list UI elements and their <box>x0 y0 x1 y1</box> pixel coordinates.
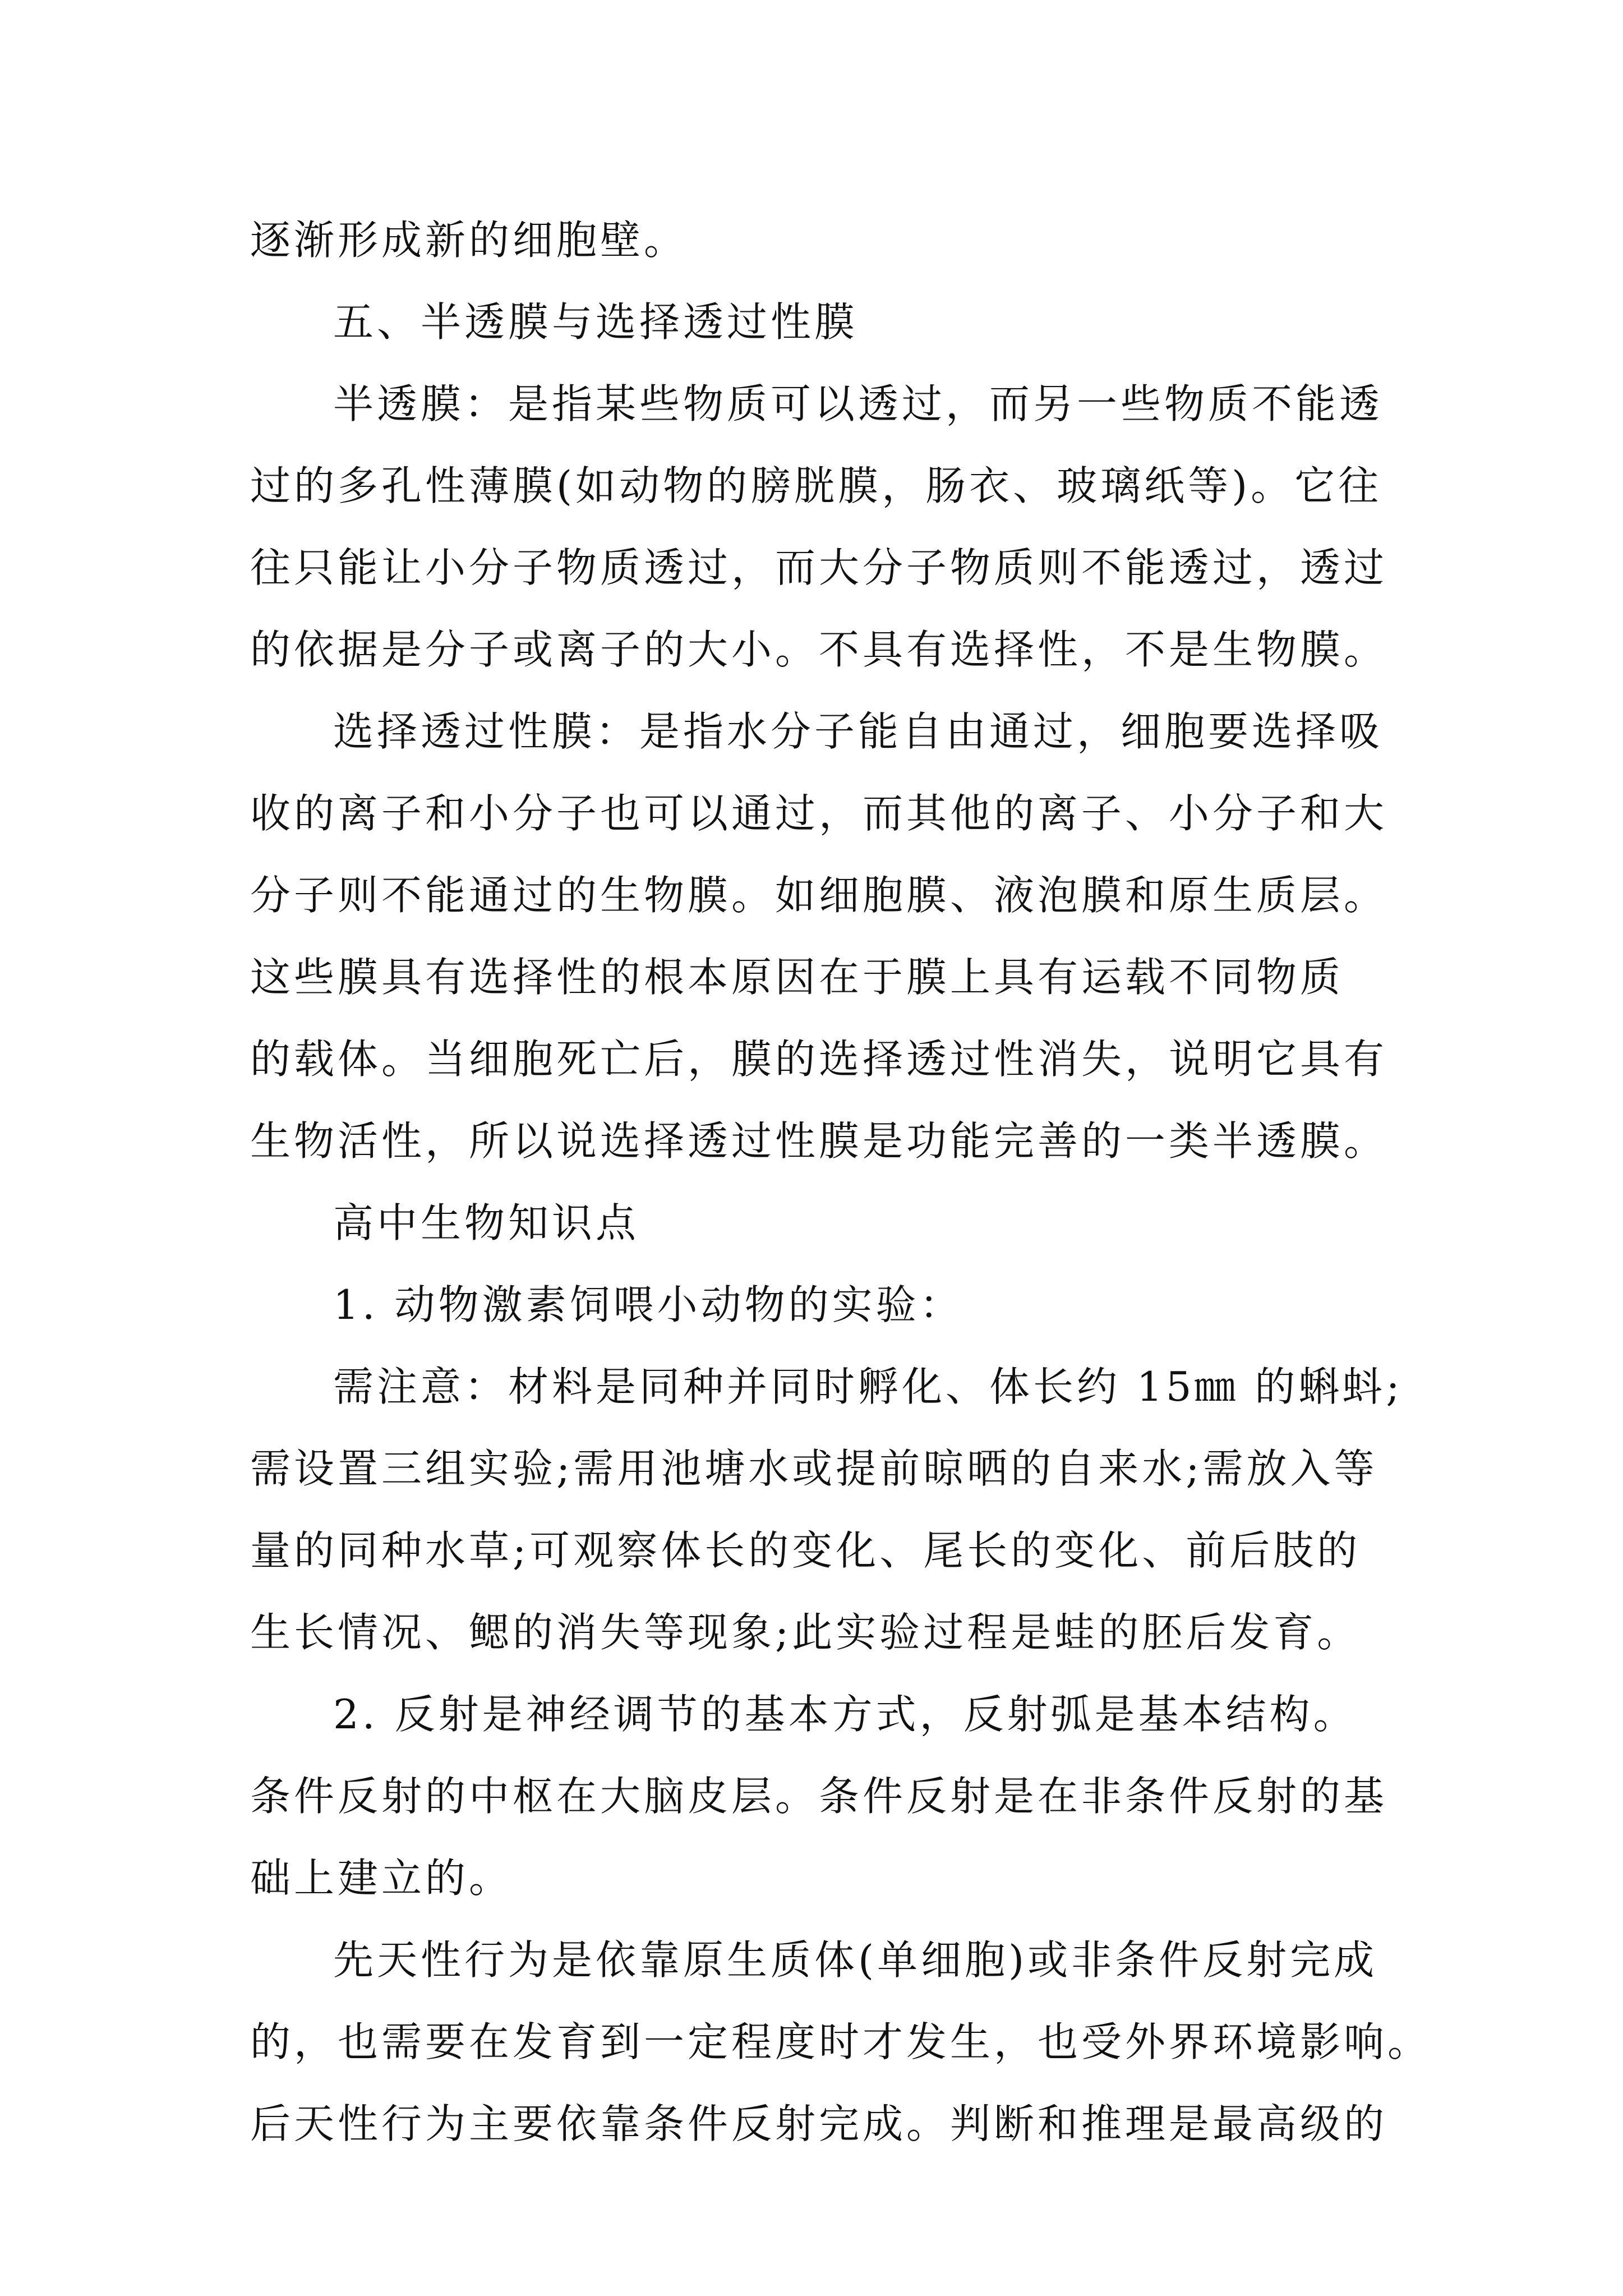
text-line: 需设置三组实验;需用池塘水或提前晾晒的自来水;需放入等 <box>250 1445 1378 1492</box>
text-line: 这些膜具有选择性的根本原因在于膜上具有运载不同物质 <box>250 954 1344 1001</box>
text-line: 的，也需要在发育到一定程度时才发生，也受外界环境影响。 <box>250 2018 1432 2065</box>
text-line: 逐渐形成新的细胞壁。 <box>250 217 688 264</box>
text-line: 过的多孔性薄膜(如动物的膀胱膜，肠衣、玻璃纸等)。它往 <box>250 462 1382 509</box>
text-line: 选择透过性膜：是指水分子能自由通过，细胞要选择吸 <box>333 708 1384 755</box>
section-heading: 高中生物知识点 <box>333 1199 640 1246</box>
text-line: 础上建立的。 <box>250 1855 513 1902</box>
text-line: 生长情况、鳃的消失等现象;此实验过程是蛙的胚后发育。 <box>250 1609 1361 1656</box>
text-line: 的依据是分子或离子的大小。不具有选择性，不是生物膜。 <box>250 626 1388 673</box>
text-line: 分子则不能通过的生物膜。如细胞膜、液泡膜和原生质层。 <box>250 872 1388 919</box>
text-line: 先天性行为是依靠原生质体(单细胞)或非条件反射完成 <box>333 1936 1378 1984</box>
text-line: 量的同种水草;可观察体长的变化、尾长的变化、前后肢的 <box>250 1527 1361 1574</box>
text-line: 生物活性，所以说选择透过性膜是功能完善的一类半透膜。 <box>250 1117 1388 1165</box>
list-item-heading: 2. 反射是神经调节的基本方式，反射弧是基本结构。 <box>333 1691 1357 1738</box>
list-item-heading: 1. 动物激素饲喂小动物的实验： <box>333 1281 963 1328</box>
text-line: 半透膜：是指某些物质可以透过，而另一些物质不能透 <box>333 380 1384 427</box>
text-line: 收的离子和小分子也可以通过，而其他的离子、小分子和大 <box>250 790 1388 837</box>
text-line: 后天性行为主要依靠条件反射完成。判断和推理是最高级的 <box>250 2100 1388 2147</box>
text-line: 往只能让小分子物质透过，而大分子物质则不能透过，透过 <box>250 544 1388 591</box>
text-line: 需注意：材料是同种并同时孵化、体长约 15㎜ 的蝌蚪; <box>333 1363 1403 1410</box>
document-body <box>250 199 1432 2165</box>
text-line: 条件反射的中枢在大脑皮层。条件反射是在非条件反射的基 <box>250 1773 1388 1820</box>
section-heading: 五、半透膜与选择透过性膜 <box>333 298 859 346</box>
text-line: 的载体。当细胞死亡后，膜的选择透过性消失，说明它具有 <box>250 1036 1388 1083</box>
